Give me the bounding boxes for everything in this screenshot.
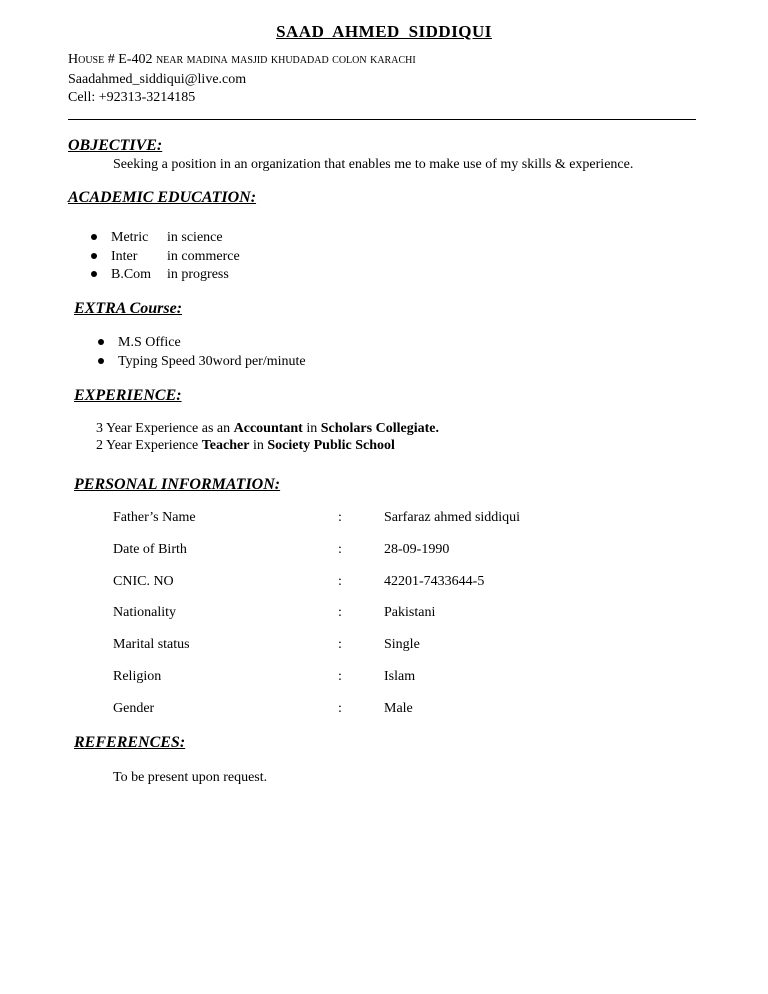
extra-course-item xyxy=(98,354,306,370)
personal-value: 28-09-1990 xyxy=(384,542,450,557)
personal-value: Male xyxy=(384,701,413,716)
personal-label: Marital status xyxy=(113,637,190,652)
personal-value: 42201-7433644-5 xyxy=(384,574,485,589)
bullet-icon xyxy=(91,234,97,240)
education-degree: B.Com xyxy=(111,267,152,282)
education-degree: Inter xyxy=(111,249,138,264)
education-heading: ACADEMIC EDUCATION: xyxy=(68,189,257,206)
experience-line xyxy=(96,421,439,437)
experience-prefix: 2 Year Experience xyxy=(96,438,202,453)
personal-separator: : xyxy=(338,701,342,716)
experience-role: Accountant xyxy=(233,421,303,436)
personal-info-heading: PERSONAL INFORMATION: xyxy=(74,476,281,493)
extra-course-label: Typing Speed 30word per/minute xyxy=(118,354,306,369)
experience-mid: in xyxy=(249,438,268,453)
objective-text: Seeking a position in an organization that enables me to make use of my skills & experience. xyxy=(113,157,634,172)
education-item xyxy=(91,230,223,246)
extra-course-item xyxy=(98,335,181,351)
education-detail: in science xyxy=(167,230,223,245)
personal-label: Nationality xyxy=(113,605,176,620)
education-detail: in commerce xyxy=(167,249,240,264)
extra-course-heading: EXTRA Course: xyxy=(74,300,183,317)
personal-label: Father’s Name xyxy=(113,510,196,525)
personal-separator: : xyxy=(338,637,342,652)
bullet-icon xyxy=(98,339,104,345)
experience-line xyxy=(96,438,395,454)
experience-heading: EXPERIENCE: xyxy=(74,387,182,404)
personal-value: Single xyxy=(384,637,420,652)
experience-org: Scholars Collegiate. xyxy=(320,421,439,436)
personal-value: Pakistani xyxy=(384,605,436,620)
extra-course-label: M.S Office xyxy=(118,335,181,350)
header-divider xyxy=(68,119,696,120)
personal-label: Date of Birth xyxy=(113,542,187,557)
personal-separator: : xyxy=(338,605,342,620)
personal-label: CNIC. NO xyxy=(113,574,174,589)
education-item xyxy=(91,249,240,265)
experience-mid: in xyxy=(302,421,321,436)
objective-heading: OBJECTIVE: xyxy=(68,137,163,154)
personal-value: Sarfaraz ahmed siddiqui xyxy=(384,510,521,525)
address: House # E-402 near madina masjid khudadad colon karachi xyxy=(68,52,416,67)
education-detail: in progress xyxy=(167,267,229,282)
experience-org: Society Public School xyxy=(267,438,395,453)
email: Saadahmed_siddiqui@live.com xyxy=(68,72,247,87)
references-heading: REFERENCES: xyxy=(74,734,186,751)
experience-prefix: 3 Year Experience as an xyxy=(96,421,234,436)
personal-value: Islam xyxy=(384,669,416,684)
personal-label: Religion xyxy=(113,669,162,684)
personal-separator: : xyxy=(338,574,342,589)
bullet-icon xyxy=(91,271,97,277)
bullet-icon xyxy=(91,253,97,259)
personal-separator: : xyxy=(338,510,342,525)
personal-separator: : xyxy=(338,669,342,684)
education-item xyxy=(91,267,229,283)
candidate-name: SAAD AHMED SIDDIQUI xyxy=(276,22,492,41)
education-degree: Metric xyxy=(111,230,149,245)
bullet-icon xyxy=(98,358,104,364)
references-text: To be present upon request. xyxy=(113,770,268,785)
experience-role: Teacher xyxy=(201,438,250,453)
personal-separator: : xyxy=(338,542,342,557)
cell-phone: Cell: +92313-3214185 xyxy=(68,90,196,105)
personal-label: Gender xyxy=(113,701,155,716)
